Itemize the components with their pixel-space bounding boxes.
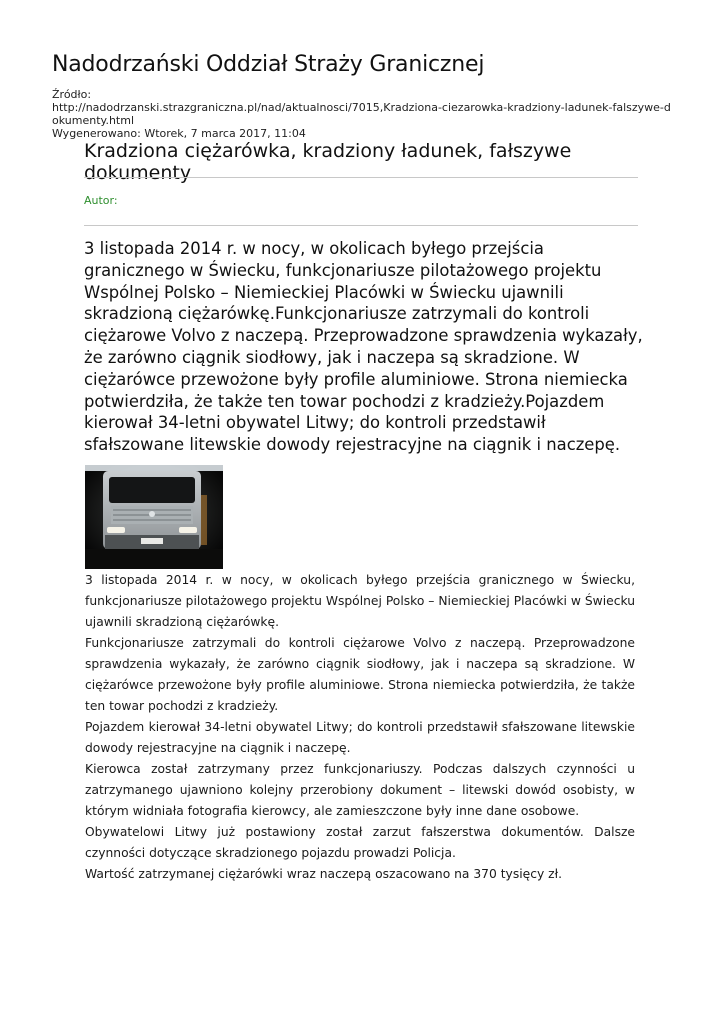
generated-date: Wygenerowano: Wtorek, 7 marca 2017, 11:04 [52,127,306,140]
body-paragraph: 3 listopada 2014 r. w nocy, w okolicach byłego przejścia granicznego w Świecku, funkcjonariusze pilotażowego projektu Wspólnej Polsko – Niemieckiej Placówki w Świecku ujawnili skradzioną ciężarówkę. [85,573,635,629]
source-label: Źródło: [52,88,92,101]
article-body [85,570,635,885]
body-paragraph: Kierowca został zatrzymany przez funkcjonariuszy. Podczas dalszych czynności u zatrzymanego ujawniono kolejny przerobiony dokument – litewski dowód osobisty, w którym widniała fotografia kierowcy, ale zamieszczone były inne dane osobowe. [85,762,635,818]
truck-photo-image [85,465,223,569]
divider [84,225,638,226]
body-paragraph: Obywatelowi Litwy już postawiony został zarzut fałszerstwa dokumentów. Dalsze czynności dotyczące skradzionego pojazdu prowadzi Policja. [85,825,635,860]
truck-photo [85,465,223,569]
body-paragraph: Pojazdem kierował 34-letni obywatel Litwy; do kontroli przedstawił sfałszowane litewskie dowody rejestracyjne na ciągnik i naczepę. [85,720,635,755]
author-label: Autor: [84,194,118,207]
body-paragraph: Funkcjonariusze zatrzymali do kontroli ciężarowe Volvo z naczepą. Przeprowadzone sprawdzenia wykazały, że zarówno ciągnik siodłowy, jak i naczepa są skradzione. W ciężarówce przewożone były profile aluminiowe. Strona niemiecka potwierdziła, że także ten towar pochodzi z kradzieży. [85,636,635,713]
body-paragraph: Wartość zatrzymanej ciężarówki wraz naczepą oszacowano na 370 tysięcy zł. [85,867,563,881]
source-url[interactable]: http://nadodrzanski.strazgraniczna.pl/nad/aktualnosci/7015,Kradziona-ciezarowka-kradziony-ladunek-falszywe-dokumenty.html [52,101,671,127]
source-meta [52,88,677,140]
site-title: Nadodrzański Oddział Straży Granicznej [52,52,485,77]
article-lead: 3 listopada 2014 r. w nocy, w okolicach byłego przejścia granicznego w Świecku, funkcjonariusze pilotażowego projektu Wspólnej Polsko – Niemieckiej Placówki w Świecku ujawnili skradzioną ciężarówkę.Funkcjonariusze zatrzymali do kontroli ciężarowe Volvo z naczepą. Przeprowadzone sprawdzenia wykazały, że zarówno ciągnik siodłowy, jak i naczepa są skradzione. W ciężarówce przewożone były profile aluminiowe. Strona niemiecka potwierdziła, że także ten towar pochodzi z kradzieży.Pojazdem kierował 34-letni obywatel Litwy; do kontroli przedstawił sfałszowane litewskie dowody rejestracyjne na ciągnik i naczepę. [84,239,643,455]
divider [84,177,638,178]
article-title: Kradziona ciężarówka, kradziony ładunek, fałszywe dokumenty [84,140,572,184]
